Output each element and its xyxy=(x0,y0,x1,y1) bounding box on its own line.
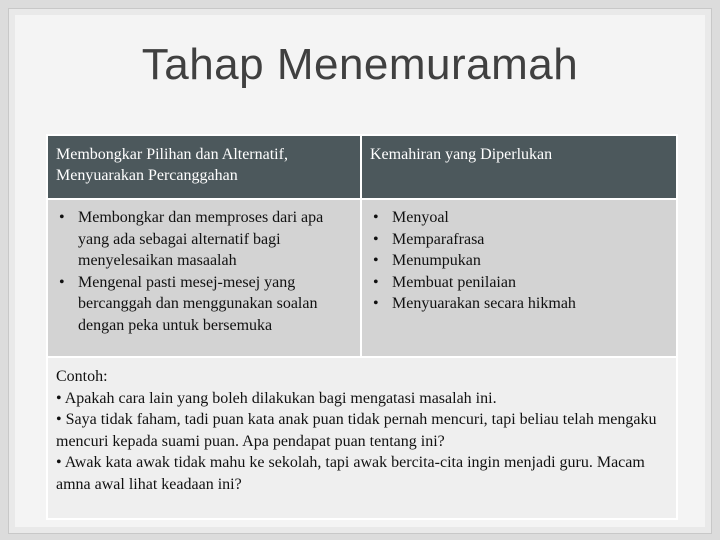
right-items-cell xyxy=(361,199,677,357)
list-item: • Mengenal pasti mesej-mesej yang bercanggah dan menggunakan soalan dengan peka untuk bersemuka xyxy=(54,272,354,337)
example-heading: Contoh: xyxy=(56,368,108,385)
list-item: • Menyoal xyxy=(368,207,670,229)
slide-title: Tahap Menemuramah xyxy=(141,40,579,89)
left-items-cell xyxy=(47,199,361,357)
example-cell xyxy=(47,357,677,519)
list-item: • Memparafrasa xyxy=(368,229,670,251)
example-line: • Saya tidak faham, tadi puan kata anak puan tidak pernah mencuri, tapi beliau telah mengaku mencuri kepada suami puan. Apa pendapat puan tentang ini? xyxy=(56,411,657,450)
left-items-list xyxy=(54,207,354,336)
skills-table xyxy=(46,134,678,520)
list-item: • Menumpukan xyxy=(368,250,670,272)
header-right-cell: Kemahiran yang Diperlukan xyxy=(361,135,677,199)
example-line: • Apakah cara lain yang boleh dilakukan bagi mengatasi masalah ini. xyxy=(56,389,497,407)
skills-list xyxy=(368,207,670,315)
list-item: • Membuat penilaian xyxy=(368,272,670,294)
header-left-cell: Membongkar Pilihan dan Alternatif, Menyuarakan Percanggahan xyxy=(47,135,361,199)
example-line: • Awak kata awak tidak mahu ke sekolah, tapi awak bercita-cita ingin menjadi guru. Macam amna awal lihat keadaan ini? xyxy=(56,454,645,493)
list-item: • Membongkar dan memproses dari apa yang ada sebagai alternatif bagi menyelesaikan masaalah xyxy=(54,207,354,272)
list-item: • Menyuarakan secara hikmah xyxy=(368,293,670,315)
